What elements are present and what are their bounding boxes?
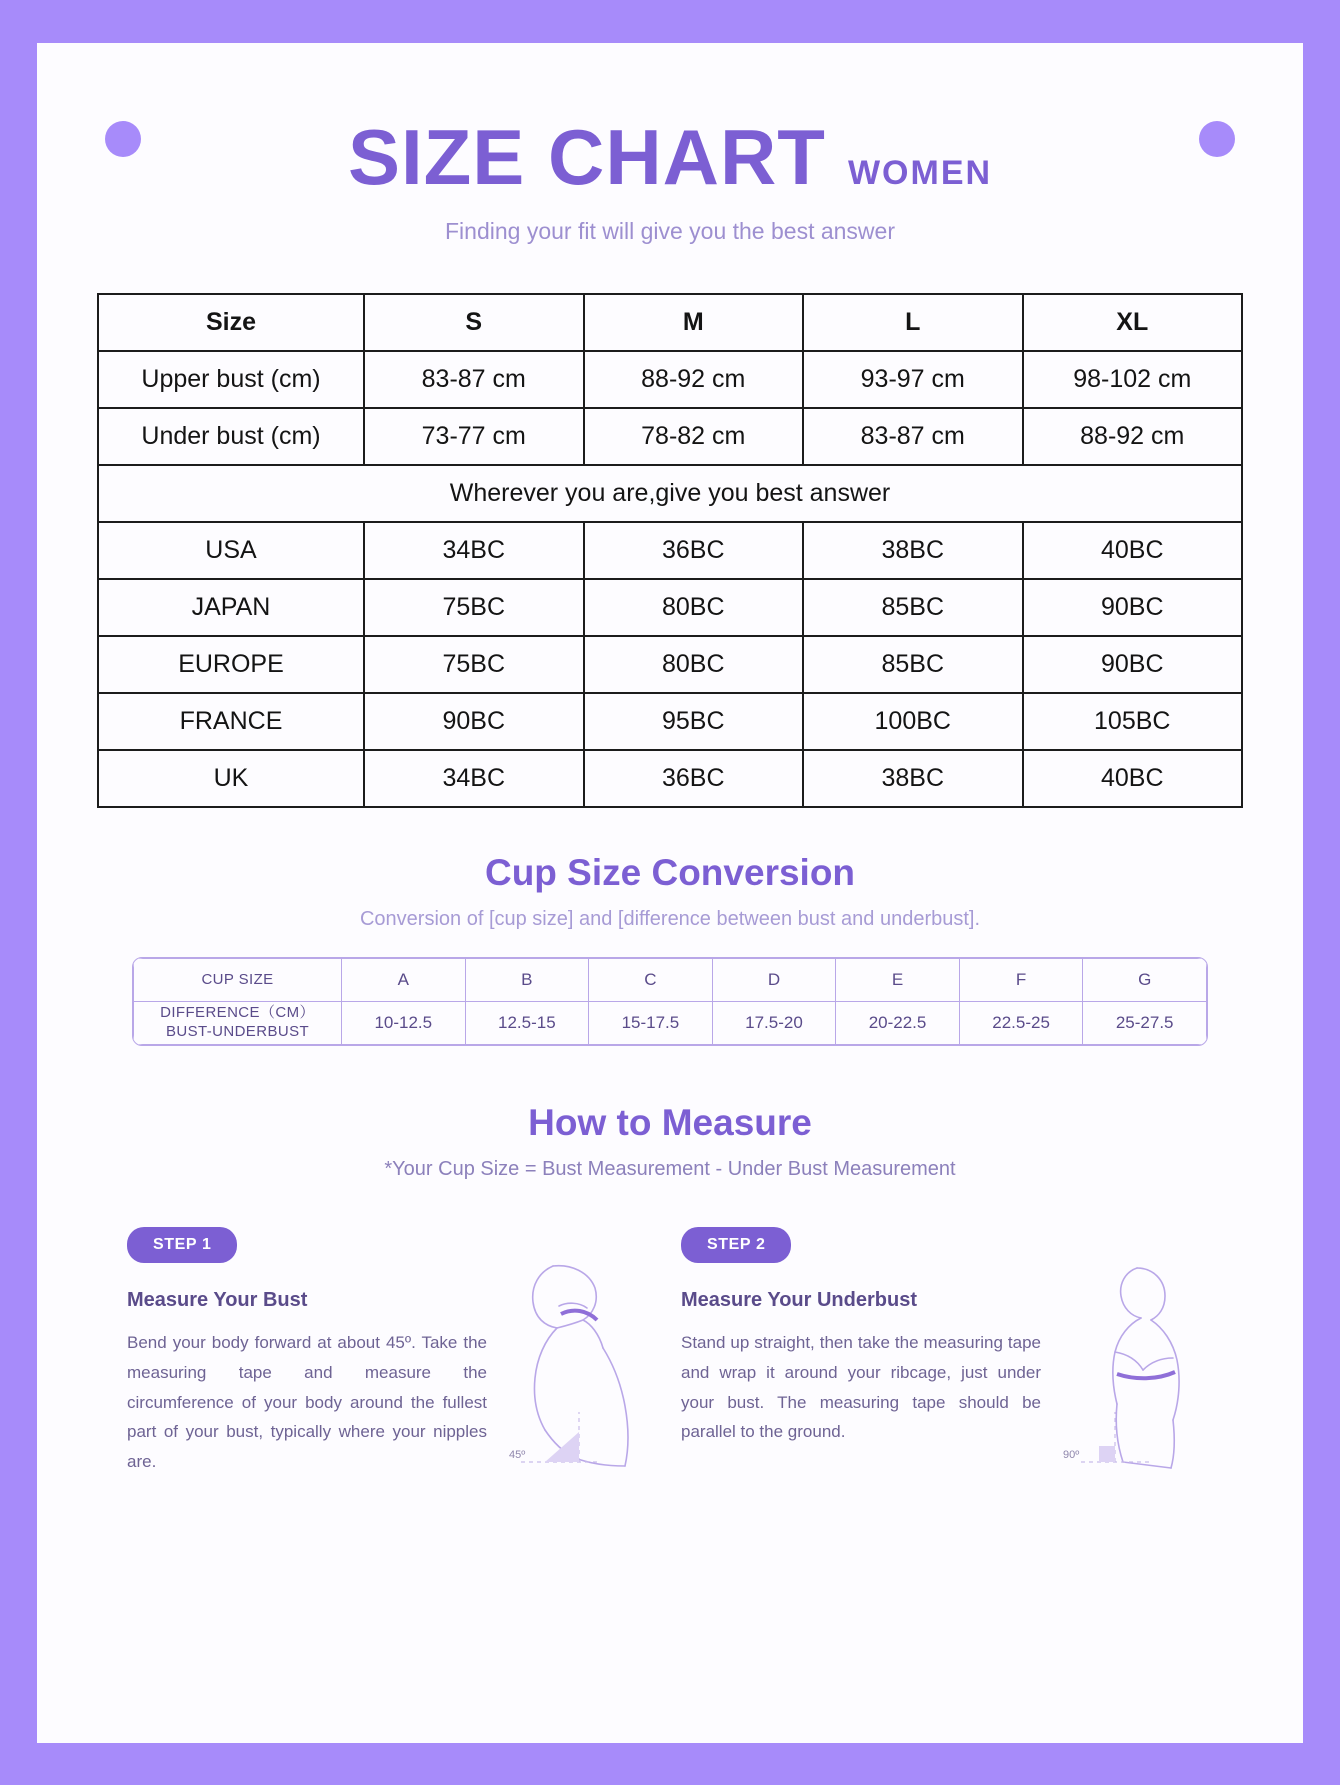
page-tagline: Finding your fit will give you the best answer (445, 218, 895, 244)
cup-cell: 25-27.5 (1083, 1002, 1207, 1045)
table-cell: 75BC (364, 636, 584, 693)
row-label: FRANCE (98, 693, 364, 750)
cup-cell: 10-12.5 (342, 1002, 466, 1045)
table-cell: 38BC (803, 522, 1023, 579)
cup-table-row (134, 1002, 1207, 1045)
table-cell: 85BC (803, 636, 1023, 693)
cup-cell: 15-17.5 (589, 1002, 713, 1045)
cup-cell: F (959, 959, 1083, 1002)
cup-cell: G (1083, 959, 1207, 1002)
decorative-dot-left (105, 121, 141, 157)
page-title-audience: WOMEN (847, 154, 993, 192)
table-cell: 83-87 cm (364, 351, 584, 408)
table-cell: 105BC (1023, 693, 1243, 750)
how-to-measure-subtitle: *Your Cup Size = Bust Measurement - Under Bust Measurement (384, 1158, 956, 1180)
cup-size-subtitle: Conversion of [cup size] and [difference between bust and underbust]. (359, 908, 981, 930)
cup-row-label-difference (134, 1002, 342, 1045)
row-label: USA (98, 522, 364, 579)
table-header-cell: L (803, 294, 1023, 351)
table-header-cell: M (584, 294, 804, 351)
step-1-angle-label: 45º (509, 1448, 526, 1461)
size-table-container (97, 293, 1243, 808)
table-header-cell: XL (1023, 294, 1243, 351)
size-table (97, 293, 1243, 808)
step-1-body: Bend your body forward at about 45º. Take the measuring tape and measure the circumference of your body around the fullest part of your bust, typically where your nipples are. (127, 1333, 487, 1471)
cup-difference-label-line2: BUST-UNDERBUST (165, 1023, 310, 1040)
cup-cell: D (712, 959, 836, 1002)
table-header-row (98, 294, 1242, 351)
cup-row-label: CUP SIZE (134, 959, 342, 1002)
table-row (98, 351, 1242, 408)
cup-cell: 20-22.5 (836, 1002, 960, 1045)
table-row (98, 750, 1242, 807)
table-cell: 100BC (803, 693, 1023, 750)
step-2-angle-label: 90º (1063, 1448, 1080, 1461)
table-cell: 34BC (364, 750, 584, 807)
step-1 (127, 1227, 659, 1477)
title-row (37, 113, 1303, 201)
page-header (37, 43, 1303, 245)
table-cell: 80BC (584, 636, 804, 693)
table-cell: 80BC (584, 579, 804, 636)
cup-table-frame (132, 957, 1208, 1046)
step-1-badge: STEP 1 (127, 1227, 237, 1263)
row-label: Under bust (cm) (98, 408, 364, 465)
cup-cell: 12.5-15 (465, 1002, 589, 1045)
cup-cell: C (589, 959, 713, 1002)
row-label: Upper bust (cm) (98, 351, 364, 408)
cup-cell: A (342, 959, 466, 1002)
table-cell: 75BC (364, 579, 584, 636)
table-cell: 36BC (584, 522, 804, 579)
decorative-dot-right (1199, 121, 1235, 157)
table-row (98, 579, 1242, 636)
table-header-cell: S (364, 294, 584, 351)
page-title: SIZE CHART (347, 113, 826, 201)
cup-cell: 22.5-25 (959, 1002, 1083, 1045)
step-2-text (681, 1227, 1041, 1477)
table-cell: 78-82 cm (584, 408, 804, 465)
size-chart-page (37, 43, 1303, 1743)
table-cell: 93-97 cm (803, 351, 1023, 408)
table-cell: 90BC (364, 693, 584, 750)
cup-cell: 17.5-20 (712, 1002, 836, 1045)
step-1-illustration (487, 1227, 659, 1477)
cup-cell: E (836, 959, 960, 1002)
table-row (98, 522, 1242, 579)
row-label: UK (98, 750, 364, 807)
table-cell: 85BC (803, 579, 1023, 636)
step-2-illustration (1041, 1227, 1213, 1477)
cup-difference-label-line1: DIFFERENCE（CM） (160, 1004, 315, 1022)
cup-cell: B (465, 959, 589, 1002)
table-cell: 40BC (1023, 750, 1243, 807)
step-2 (681, 1227, 1213, 1477)
how-to-measure-heading: How to Measure (528, 1102, 812, 1143)
step-2-body: Stand up straight, then take the measuring tape and wrap it around your ribcage, just under your bust. The measuring tape should be parallel to the ground. (681, 1333, 1041, 1442)
table-banner-row (98, 465, 1242, 522)
table-cell: 90BC (1023, 636, 1243, 693)
table-cell: 88-92 cm (1023, 408, 1243, 465)
table-row (98, 636, 1242, 693)
table-cell: 36BC (584, 750, 804, 807)
step-1-title: Measure Your Bust (127, 1289, 308, 1311)
table-row (98, 693, 1242, 750)
step-2-badge: STEP 2 (681, 1227, 791, 1263)
row-label: JAPAN (98, 579, 364, 636)
step-1-text (127, 1227, 487, 1477)
step-2-title: Measure Your Underbust (681, 1289, 917, 1311)
table-cell: 34BC (364, 522, 584, 579)
cup-size-heading: Cup Size Conversion (484, 852, 856, 893)
table-cell: 38BC (803, 750, 1023, 807)
table-cell: 40BC (1023, 522, 1243, 579)
table-cell: 98-102 cm (1023, 351, 1243, 408)
table-cell: 83-87 cm (803, 408, 1023, 465)
table-cell: 95BC (584, 693, 804, 750)
table-cell: 90BC (1023, 579, 1243, 636)
row-label: EUROPE (98, 636, 364, 693)
bust-measure-figure-icon (487, 1262, 667, 1477)
table-banner: Wherever you are,give you best answer (98, 465, 1242, 522)
steps-container (127, 1227, 1213, 1477)
table-row (98, 408, 1242, 465)
table-header-cell: Size (98, 294, 364, 351)
cup-size-table (133, 958, 1207, 1045)
cup-table-row (134, 959, 1207, 1002)
table-cell: 73-77 cm (364, 408, 584, 465)
table-cell: 88-92 cm (584, 351, 804, 408)
cup-table-container (132, 957, 1208, 1046)
underbust-measure-figure-icon (1041, 1262, 1221, 1477)
